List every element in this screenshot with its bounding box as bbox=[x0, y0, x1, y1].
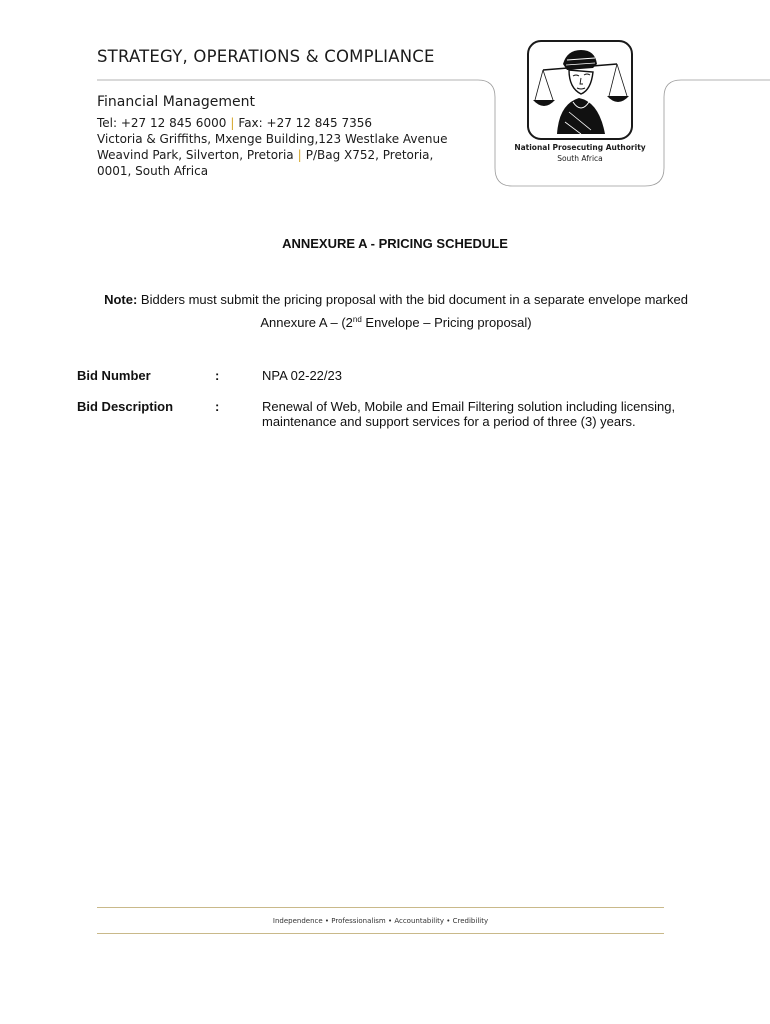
bid-description-value-line-2: maintenance and support services for a period of three (3) years. bbox=[262, 414, 636, 429]
footer-rule-top bbox=[97, 907, 664, 908]
scales-of-justice-icon bbox=[529, 42, 631, 138]
address-line-2 bbox=[97, 148, 433, 162]
organization-name: National Prosecuting Authority bbox=[514, 143, 646, 152]
npa-logo bbox=[527, 40, 633, 140]
footer-rule-bottom bbox=[97, 933, 664, 934]
separator: | bbox=[230, 116, 235, 130]
bid-description-colon: : bbox=[215, 399, 220, 414]
note-line-2 bbox=[0, 315, 770, 330]
bid-description-value-line-1: Renewal of Web, Mobile and Email Filtering solution including licensing, bbox=[262, 399, 676, 414]
contact-phone-line bbox=[97, 116, 372, 130]
note-line2-pre: Annexure A – (2 bbox=[260, 315, 353, 330]
footer-values: Independence • Professionalism • Accountability • Credibility bbox=[272, 917, 489, 925]
department-title: STRATEGY, OPERATIONS & COMPLIANCE bbox=[97, 47, 435, 66]
fax: Fax: +27 12 845 7356 bbox=[238, 116, 372, 130]
bid-number-label: Bid Number bbox=[77, 368, 151, 383]
bid-number-value: NPA 02-22/23 bbox=[262, 368, 342, 383]
address-line-3: 0001, South Africa bbox=[97, 164, 209, 178]
note-line-1 bbox=[0, 292, 770, 307]
note-label: Note: bbox=[104, 292, 138, 307]
address-street: Weavind Park, Silverton, Pretoria bbox=[97, 148, 294, 162]
bid-description-label: Bid Description bbox=[77, 399, 174, 414]
note-line2-post: Envelope – Pricing proposal) bbox=[361, 315, 532, 330]
note-line2-sup: nd bbox=[352, 315, 362, 324]
address-line-1: Victoria & Griffiths, Mxenge Building,123 Westlake Avenue bbox=[97, 132, 448, 146]
note-text: Bidders must submit the pricing proposal with the bid document in a separate envelope marked bbox=[140, 292, 688, 307]
organization-country: South Africa bbox=[557, 154, 603, 163]
document-title: ANNEXURE A - PRICING SCHEDULE bbox=[282, 236, 508, 251]
postal-address: P/Bag X752, Pretoria, bbox=[305, 148, 434, 162]
telephone: Tel: +27 12 845 6000 bbox=[97, 116, 227, 130]
bid-number-colon: : bbox=[215, 368, 220, 383]
separator: | bbox=[297, 148, 302, 162]
unit-name: Financial Management bbox=[97, 94, 255, 110]
